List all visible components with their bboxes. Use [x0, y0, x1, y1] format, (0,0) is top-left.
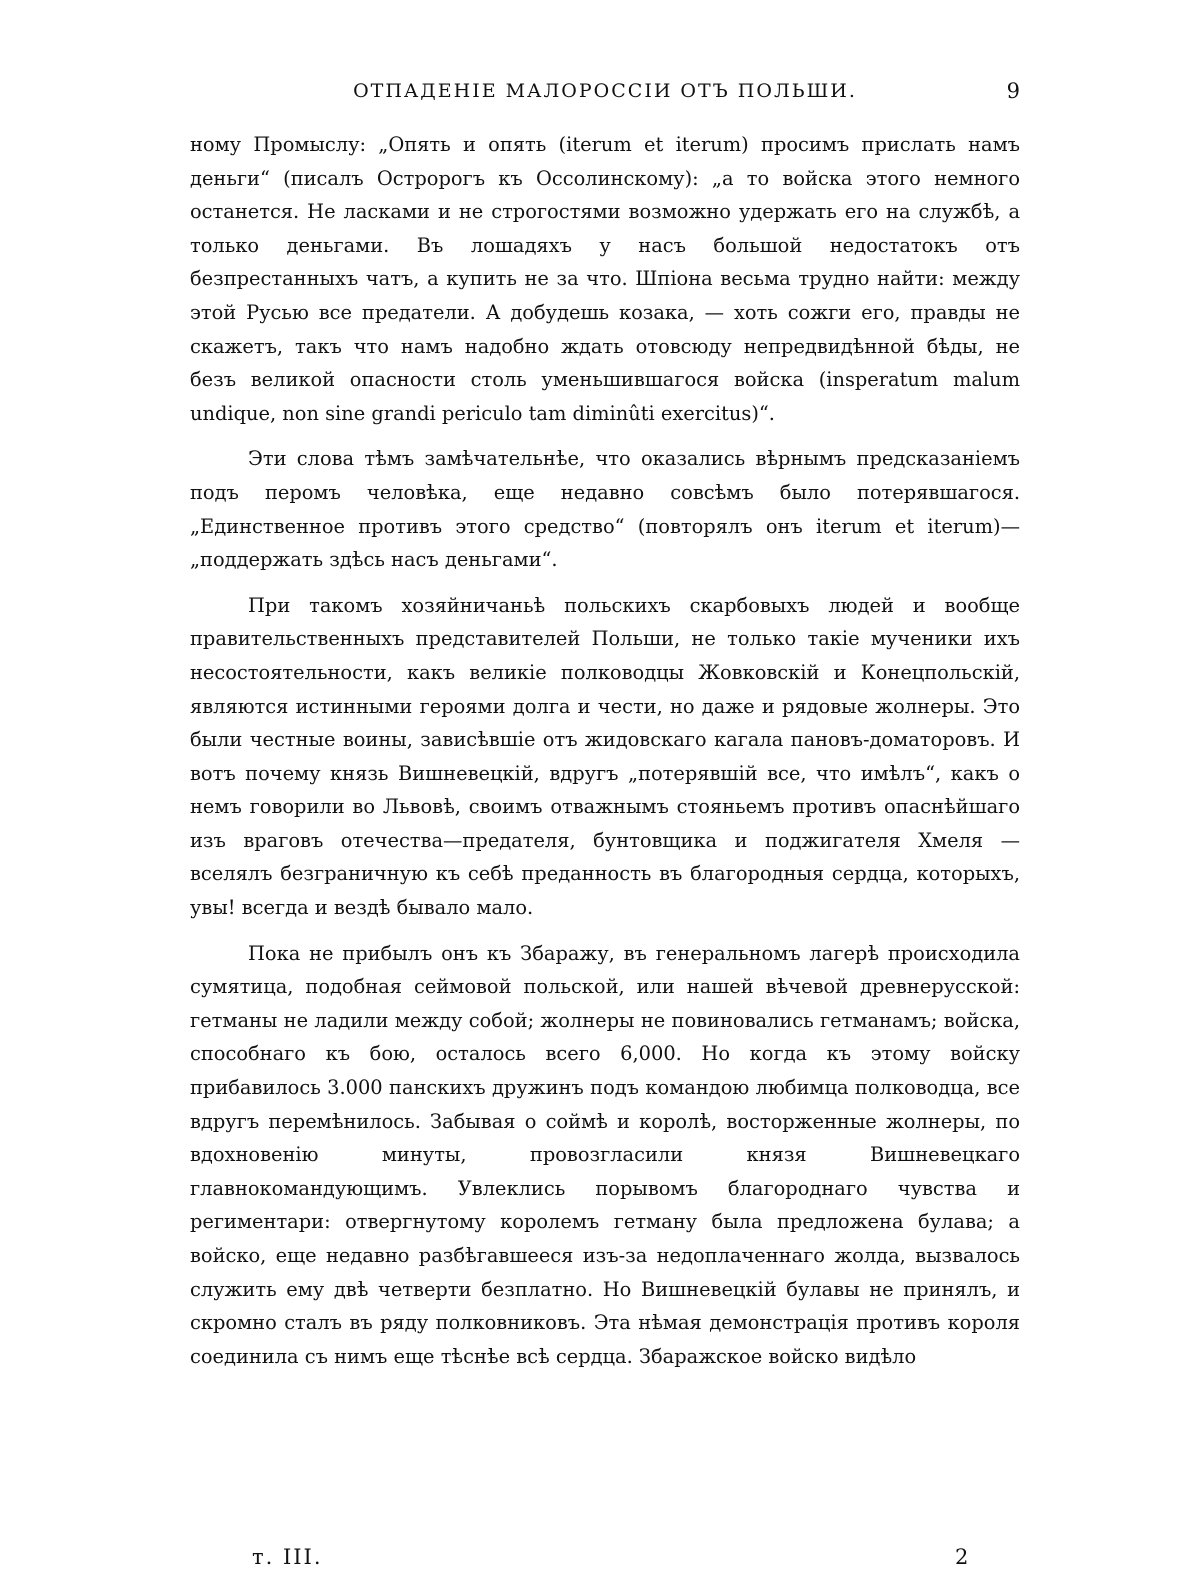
paragraph-1: ному Промыслу: „Опять и опять (iterum et iterum) просимъ прислать намъ деньги“ (писалъ Остророгъ къ Оссолинскому): „а то войска этого немного останется. Не ласками и не строгостями возможно удержать его на службѣ, а только деньгами. Въ лошадяхъ у насъ большой недостатокъ отъ безпрестанныхъ чатъ, а купить не за что. Шпiона весьма трудно найти: между этой Русью все предатели. А добудешь козака, — хоть сожги его, правды не скажетъ, такъ что намъ надобно ждать отовсюду непредвидѣнной бѣды, не безъ великой опасности столь уменьшившагося войска (insperatum malum undique, non sine grandi periculo tam diminûti exercitus)“. — [190, 133, 1020, 425]
signature-mark: 2 — [955, 1545, 969, 1569]
volume-mark: т. III. — [252, 1545, 323, 1569]
page-number: 9 — [1006, 79, 1020, 103]
paragraph-4: Пока не прибылъ онъ къ Збаражу, въ генеральномъ лагерѣ происходила сумятица, подобная сеймовой польской, или нашей вѣчевой древнерусской: гетманы не ладили между собой; жолнеры не повиновались гетманамъ; войска, способнаго къ бою, осталось всего 6,000. Но когда къ этому войску прибавилось 3.000 панскихъ дружинъ подъ командою любимца полководца, все вдругъ перемѣнилось. Забывая о соймѣ и королѣ, восторженные жолнеры, по вдохновенiю минуты, провозгласили князя Вишневецкаго главнокомандующимъ. Увлеклись порывомъ благороднаго чувства и региментари: отвергнутому королемъ гетману была предложена булава; а войско, еще недавно разбѣгавшееся изъ-за недоплаченнаго жолда, вызвалось служить ему двѣ четверти безплатно. Но Вишневецкiй булавы не принялъ, и скромно сталъ въ ряду полковниковъ. Эта нѣмая демонстрацiя противъ короля соединила съ нимъ еще тѣснѣе всѣ сердца. Збаражское войско видѣло — [190, 941, 1020, 1368]
paragraph-3: При такомъ хозяйничаньѣ польскихъ скарбовыхъ людей и вообще правительственныхъ представителей Польши, не только такiе мученики ихъ несостоятельности, какъ великiе полководцы Жовковскiй и Конецпольскiй, являются истинными героями долга и чести, но даже и рядовые жолнеры. Это были честные воины, зависѣвшiе отъ жидовскаго кагала пановъ-доматоровъ. И вотъ почему князь Вишневецкiй, вдругъ „потерявшiй все, что имѣлъ“, какъ о немъ говорили во Львовѣ, своимъ отважнымъ стояньемъ противъ опаснѣйшаго изъ враговъ отечества—предателя, бунтовщика и поджигателя Хмеля — вселялъ безграничную къ себѣ преданность въ благородныя сердца, которыхъ, увы! всегда и вездѣ бывало мало. — [190, 593, 1020, 920]
running-title: ОТПАДЕНІЕ МАЛОРОССІИ ОТЪ ПОЛЬШИ. — [353, 80, 857, 102]
running-head — [190, 76, 1020, 106]
paragraph-2: Эти слова тѣмъ замѣчательнѣе, что оказались вѣрнымъ предсказанiемъ подъ перомъ человѣка, еще недавно совсѣмъ было потерявшагося. „Единственное противъ этого средство“ (повторялъ онъ iterum et iterum)—„поддержать здѣсь насъ деньгами“. — [190, 447, 1020, 572]
body-text — [190, 128, 1020, 1385]
page-footer — [190, 1540, 1020, 1574]
